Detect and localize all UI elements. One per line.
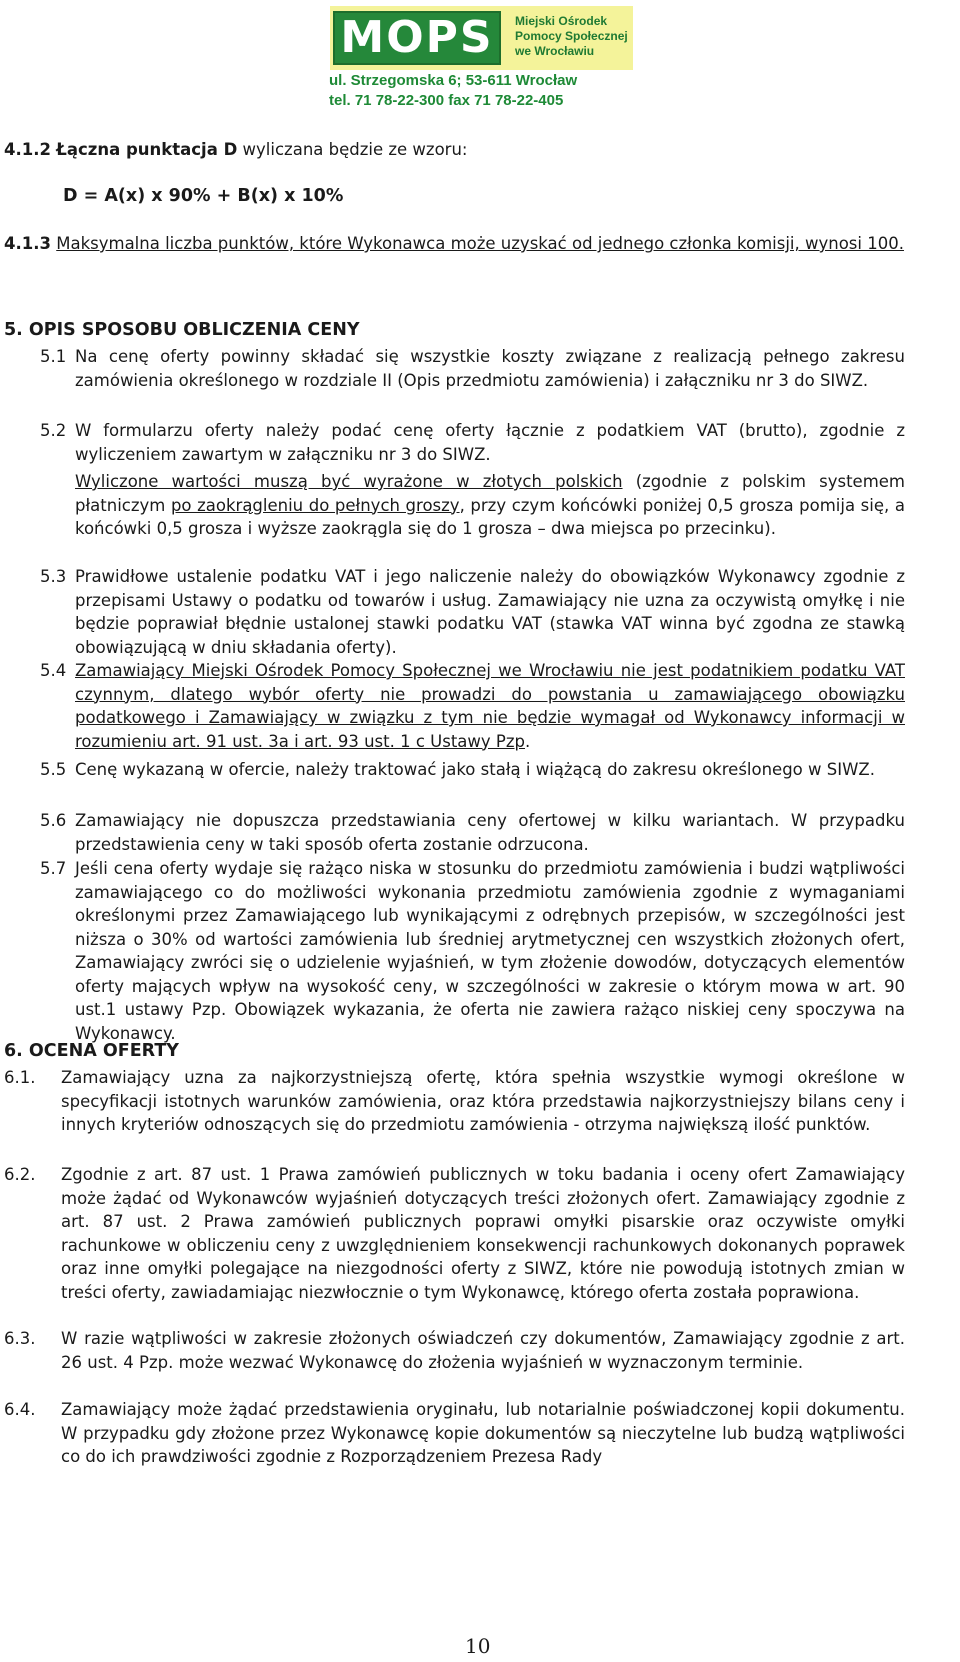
- text: (zgodnie z polskim systemem płatniczym: [75, 472, 906, 515]
- org-name-line: Miejski Ośrodek: [515, 14, 608, 28]
- underlined-text: po zaokrągleniu do pełnych groszy: [170, 495, 460, 515]
- address-line: ul. Strzegomska 6; 53-611 Wrocław: [329, 72, 578, 89]
- p-5-3: Prawidłowe ustalenie podatku VAT i jego naliczenie należy do obowiązków Wykonawcy zgodnie z przepisami Ustawy o podatku od towarów i usług. Zamawiający nie uzna za oczywistą omyłkę i nie będzie poprawiał błędnie ustalonej stawki podatku VAT (stawka VAT winna być zgodna ze stawką obowiązującą w dniu składania oferty).: [75, 567, 905, 657]
- mops-logo: [330, 6, 633, 70]
- section-number: 4.1.2: [4, 140, 51, 159]
- p-5-2: W formularzu oferty należy podać cenę oferty łącznie z podatkiem VAT (brutto), zgodnie z wyliczeniem zawartym w załączniku nr 3 do SIWZ.: [75, 421, 905, 464]
- logo-mark: [333, 11, 501, 65]
- page-number: 10: [465, 1634, 491, 1658]
- section-text: wyliczana będzie ze wzoru:: [237, 140, 468, 159]
- heading-6: 6. OCENA OFERTY: [4, 1041, 179, 1061]
- org-name: [515, 14, 628, 70]
- p-5-6-num: 5.6: [40, 811, 67, 830]
- p-5-2-values: [75, 470, 905, 541]
- underlined-text: Wyliczone wartości muszą być wyrażone w złotych polskich: [75, 472, 623, 491]
- section-text: Maksymalna liczba punktów, które Wykonawca może uzyskać od jednego członka komisji, wynosi 100.: [56, 234, 904, 253]
- text: , przy czym końcówki poniżej 0,5 grosza pomija się, a końcówki 0,5 grosza i wyższe zaokrągla się do 1 grosza – dwa miejsca po przecinku).: [75, 495, 905, 538]
- org-name-line: we Wrocławiu: [515, 44, 595, 58]
- p-5-6: Zamawiający nie dopuszcza przedstawiania ceny ofertowej w kilku wariantach. W przypadku przedstawienia ceny w taki sposób oferta zostanie odrzucona.: [75, 811, 905, 854]
- p-5-1: Na cenę oferty powinny składać się wszystkie koszty związane z realizacją pełnego zakresu zamówienia określonego w rozdziale II (Opis przedmiotu zamówienia) i załączniku nr 3 do SIWZ.: [75, 347, 905, 390]
- p-6-1: Zamawiający uzna za najkorzystniejszą ofertę, która spełnia wszystkie wymogi określone w specyfikacji istotnych warunków zamówienia, oraz która przedstawia najkorzystniejszy bilans ceny i innych kryteriów odnoszących się do przedmiotu zamówienia - otrzyma największą ilość punktów.: [61, 1068, 905, 1134]
- p-6-4-num: 6.4.: [4, 1400, 36, 1419]
- p-6-1-num: 6.1.: [4, 1068, 36, 1087]
- p-5-2-num: 5.2: [40, 421, 67, 440]
- logo-text: MOPS: [340, 12, 494, 63]
- p-5-5: Cenę wykazaną w ofercie, należy traktować jako stałą i wiążącą do zakresu określonego w SIWZ.: [75, 760, 875, 779]
- p-5-7-num: 5.7: [40, 859, 67, 878]
- p-6-2-num: 6.2.: [4, 1165, 36, 1184]
- p-5-7: Jeśli cena oferty wydaje się rażąco niska w stosunku do przedmiotu zamówienia i budzi wątpliwości zamawiającego co do możliwości wykonania przedmiotu zamówienia zgodnie z wymaganiami określonymi przez Zamawiającego lub wynikającymi z odrębnych przepisów, w szczególności jest niższa o 30% od wartości zamówienia lub średniej arytmetycznej cen wszystkich złożonych ofert, Zamawiający zwróci się o udzielenie wyjaśnień, w tym złożenie dowodów, dotyczących elementów oferty mających wpływ na wysokość ceny, w szczególności w zakresie o którym mowa w art. 90 ust.1 ustawy Pzp. Obowiązek wykazania, że oferta nie zawiera rażąco niskiej ceny spoczywa na Wykonawcy.: [75, 859, 905, 1043]
- p-6-3: W razie wątpliwości w zakresie złożonych oświadczeń czy dokumentów, Zamawiający zgodnie z art. 26 ust. 4 Pzp. może wezwać Wykonawcę do złożenia wyjaśnień w wyznaczonym terminie.: [61, 1329, 905, 1372]
- underlined-text: Zamawiający Miejski Ośrodek Pomocy Społecznej we Wrocławiu nie jest podatnikiem podatku VAT czynnym, dlatego wybór oferty nie prowadzi do powstania u zamawiającego obowiązku podatkowego i Zamawiający w związku z tym nie będzie wymagał od Wykonawcy informacji w rozumieniu art. 91 ust. 3a i art. 93 ust. 1 c Ustawy Pzp: [75, 661, 905, 751]
- p-5-1-num: 5.1: [40, 347, 67, 366]
- p-5-4: [75, 659, 905, 753]
- p-6-4: Zamawiający może żądać przedstawienia oryginału, lub notarialnie poświadczonej kopii dokumentu. W przypadku gdy złożone przez Wykonawcę kopie dokumentów są nieczytelne lub budzą wątpliwości co do ich prawdziwości zgodnie z Rozporządzeniem Prezesa Rady: [61, 1400, 905, 1466]
- p-6-3-num: 6.3.: [4, 1329, 36, 1348]
- bold-term: Łączna punktacja D: [56, 140, 238, 159]
- phone-line: tel. 71 78-22-300 fax 71 78-22-405: [329, 92, 564, 109]
- p-5-5-num: 5.5: [40, 760, 67, 779]
- p-5-4-num: 5.4: [40, 661, 67, 680]
- org-name-line: Pomocy Społecznej: [515, 29, 628, 43]
- section-4-1-2: [4, 138, 904, 162]
- header-address: [329, 71, 649, 111]
- text: .: [525, 731, 531, 751]
- section-number: 4.1.3: [4, 234, 51, 253]
- p-5-3-num: 5.3: [40, 567, 67, 586]
- section-4-1-3: [4, 232, 904, 256]
- formula: D = A(x) x 90% + B(x) x 10%: [63, 186, 344, 206]
- p-6-2: Zgodnie z art. 87 ust. 1 Prawa zamówień publicznych w toku badania i oceny ofert Zamawiający może żądać od Wykonawców wyjaśnień dotyczących treści złożonych ofert. Zamawiający zgodnie z art. 87 ust. 2 Prawa zamówień publicznych poprawi omyłki pisarskie oraz oczywiste omyłki rachunkowe w obliczeniu ceny z uwzględnieniem konsekwencji rachunkowych dokonanych poprawek oraz inne omyłki polegające na niezgodności oferty z SIWZ, które nie powodują istotnych zmian w treści oferty, zawiadamiając niezwłocznie o tym Wykonawcę, którego oferta została poprawiona.: [61, 1165, 905, 1302]
- heading-5: 5. OPIS SPOSOBU OBLICZENIA CENY: [4, 320, 360, 340]
